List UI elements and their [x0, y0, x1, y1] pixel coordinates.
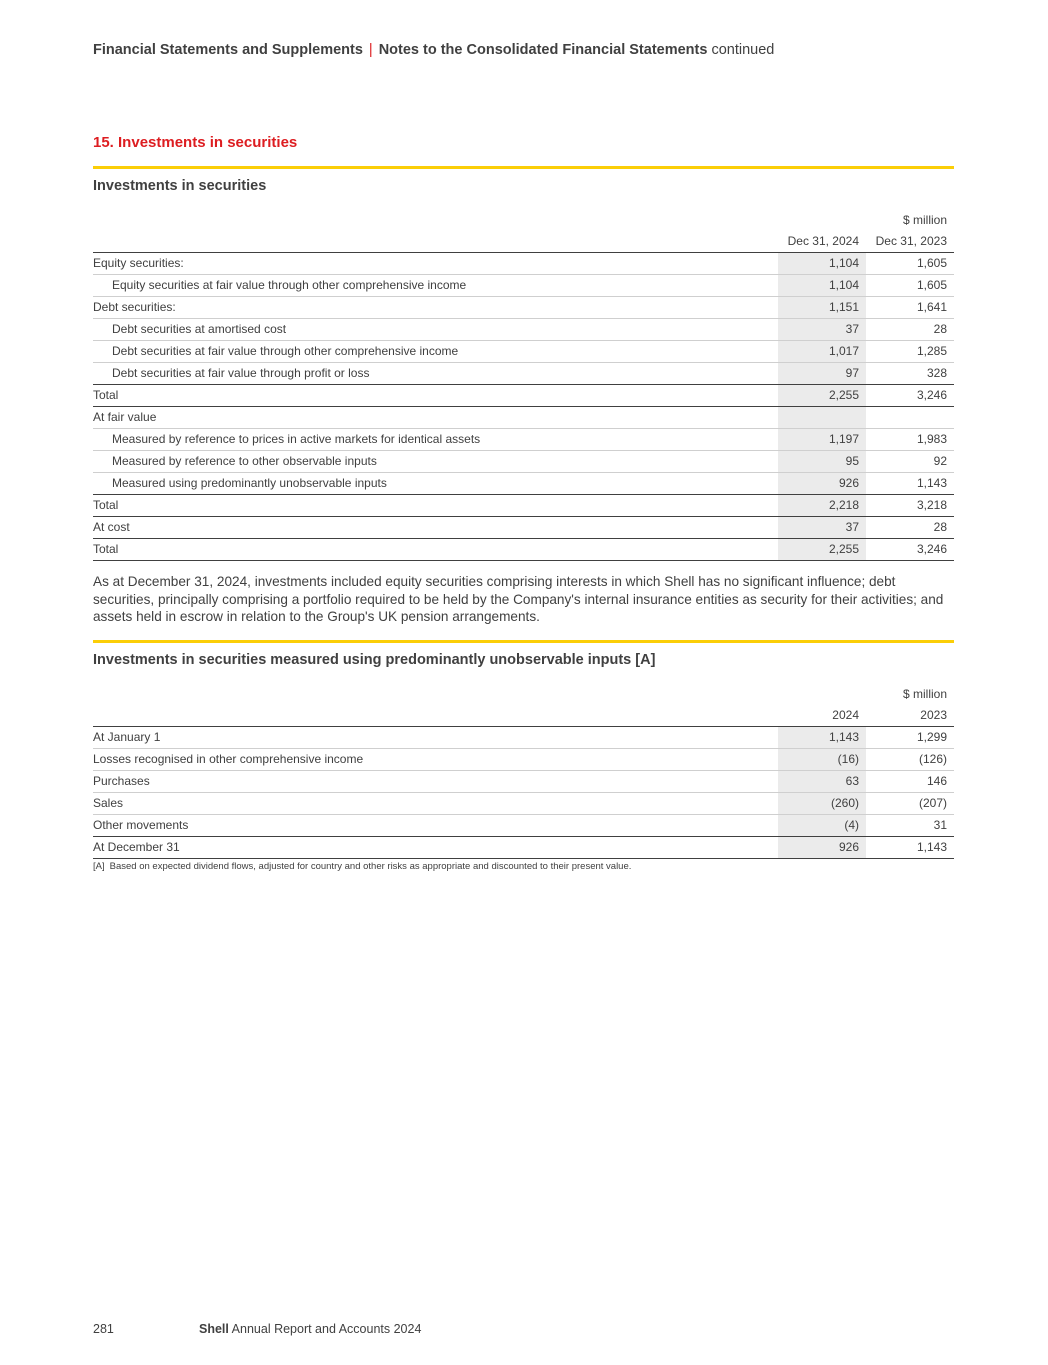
row-value-current: 37	[778, 517, 866, 539]
footer-brand: Shell	[199, 1322, 229, 1336]
row-label: Total	[93, 539, 778, 561]
table-row	[93, 363, 954, 385]
yellow-rule	[93, 640, 954, 643]
row-label: Equity securities:	[93, 253, 778, 275]
row-value-current: 1,104	[778, 275, 866, 297]
row-label: Debt securities:	[93, 297, 778, 319]
table-row	[93, 341, 954, 363]
header-continued: continued	[711, 42, 775, 58]
row-value-current: (4)	[778, 815, 866, 837]
row-label: Debt securities at fair value through other comprehensive income	[93, 341, 778, 363]
table-row	[93, 297, 954, 319]
unit-row	[93, 210, 954, 231]
column-header-row	[93, 705, 954, 727]
footnote-text: Based on expected dividend flows, adjusted for country and other risks as appropriate and discounted to their present value.	[109, 861, 632, 872]
row-label: Debt securities at amortised cost	[93, 319, 778, 341]
row-value-current: 1,104	[778, 253, 866, 275]
table-row	[93, 319, 954, 341]
unit-row	[93, 684, 954, 705]
row-value-prior: 1,143	[866, 837, 954, 859]
footnote-tag: [A]	[93, 861, 105, 872]
table-row	[93, 539, 954, 561]
row-value-prior: 1,983	[866, 429, 954, 451]
row-value-current: (16)	[778, 749, 866, 771]
column-header: 2023	[866, 705, 954, 727]
page-footer	[93, 1322, 421, 1336]
footer-report-title: Annual Report and Accounts 2024	[231, 1322, 422, 1336]
row-value-current: 37	[778, 319, 866, 341]
page-number: 281	[93, 1322, 114, 1336]
row-value-current: 97	[778, 363, 866, 385]
table-row	[93, 771, 954, 793]
header-separator: |	[368, 42, 373, 58]
row-value-prior: 1,143	[866, 473, 954, 495]
running-header	[93, 42, 774, 58]
row-value-prior: (126)	[866, 749, 954, 771]
column-header: Dec 31, 2023	[866, 231, 954, 253]
row-value-prior: 3,246	[866, 385, 954, 407]
row-value-current: 63	[778, 771, 866, 793]
investments-table	[93, 210, 954, 561]
column-header-row	[93, 231, 954, 253]
row-value-current: 1,017	[778, 341, 866, 363]
row-value-prior: 1,605	[866, 253, 954, 275]
row-label: Sales	[93, 793, 778, 815]
row-label: Measured by reference to prices in active markets for identical assets	[93, 429, 778, 451]
row-value-prior: 92	[866, 451, 954, 473]
header-section: Financial Statements and Supplements	[93, 42, 363, 58]
row-value-current: 926	[778, 837, 866, 859]
table-row	[93, 253, 954, 275]
row-value-current: 2,255	[778, 385, 866, 407]
table-title: Investments in securities	[93, 178, 267, 194]
row-value-current: (260)	[778, 793, 866, 815]
row-value-prior: 3,218	[866, 495, 954, 517]
table-row	[93, 793, 954, 815]
row-value-current: 926	[778, 473, 866, 495]
header-subsection: Notes to the Consolidated Financial Statements	[378, 42, 708, 58]
row-label: Measured using predominantly unobservable inputs	[93, 473, 778, 495]
table-row	[93, 815, 954, 837]
unit-label: $ million	[902, 687, 947, 701]
row-value-current: 1,151	[778, 297, 866, 319]
table-row	[93, 385, 954, 407]
table-row	[93, 517, 954, 539]
row-value-current: 95	[778, 451, 866, 473]
row-label: At December 31	[93, 837, 778, 859]
row-value-prior: (207)	[866, 793, 954, 815]
unobservable-inputs-table	[93, 684, 954, 859]
row-value-prior: 1,605	[866, 275, 954, 297]
table-row	[93, 473, 954, 495]
row-label: Equity securities at fair value through other comprehensive income	[93, 275, 778, 297]
row-label: Debt securities at fair value through profit or loss	[93, 363, 778, 385]
investments-table-section	[93, 166, 954, 561]
table-title: Investments in securities measured using predominantly unobservable inputs [A]	[93, 652, 656, 668]
row-label: Measured by reference to other observable inputs	[93, 451, 778, 473]
row-value-current: 1,197	[778, 429, 866, 451]
row-value-prior: 3,246	[866, 539, 954, 561]
row-label: Total	[93, 495, 778, 517]
unit-label: $ million	[902, 213, 947, 227]
row-label: At cost	[93, 517, 778, 539]
row-value-prior	[866, 407, 954, 429]
row-value-prior: 1,285	[866, 341, 954, 363]
table-row	[93, 837, 954, 859]
row-label: Other movements	[93, 815, 778, 837]
table-row	[93, 429, 954, 451]
row-label: Purchases	[93, 771, 778, 793]
row-label: At fair value	[93, 407, 778, 429]
row-value-prior: 1,299	[866, 727, 954, 749]
table-row	[93, 495, 954, 517]
row-value-prior: 328	[866, 363, 954, 385]
row-value-prior: 28	[866, 517, 954, 539]
footnote	[93, 861, 631, 872]
table-row	[93, 407, 954, 429]
unobservable-inputs-table-section	[93, 640, 954, 859]
row-label: At January 1	[93, 727, 778, 749]
row-value-prior: 146	[866, 771, 954, 793]
table-row	[93, 749, 954, 771]
column-header: Dec 31, 2024	[778, 231, 866, 253]
explanatory-paragraph: As at December 31, 2024, investments included equity securities comprising interests in which Shell has no significant influence; debt securities, principally comprising a portfolio required to be held by the Company's internal insurance entities as security for their activities; and assets held in escrow in relation to the Group's UK pension arrangements.	[93, 574, 944, 624]
row-value-prior: 31	[866, 815, 954, 837]
row-label: Losses recognised in other comprehensive income	[93, 749, 778, 771]
row-value-prior: 1,641	[866, 297, 954, 319]
table-row	[93, 451, 954, 473]
yellow-rule	[93, 166, 954, 169]
row-value-prior: 28	[866, 319, 954, 341]
row-value-current: 2,255	[778, 539, 866, 561]
row-value-current	[778, 407, 866, 429]
row-label: Total	[93, 385, 778, 407]
table-row	[93, 275, 954, 297]
row-value-current: 1,143	[778, 727, 866, 749]
table-row	[93, 727, 954, 749]
column-header: 2024	[778, 705, 866, 727]
row-value-current: 2,218	[778, 495, 866, 517]
note-title: 15. Investments in securities	[93, 134, 298, 151]
